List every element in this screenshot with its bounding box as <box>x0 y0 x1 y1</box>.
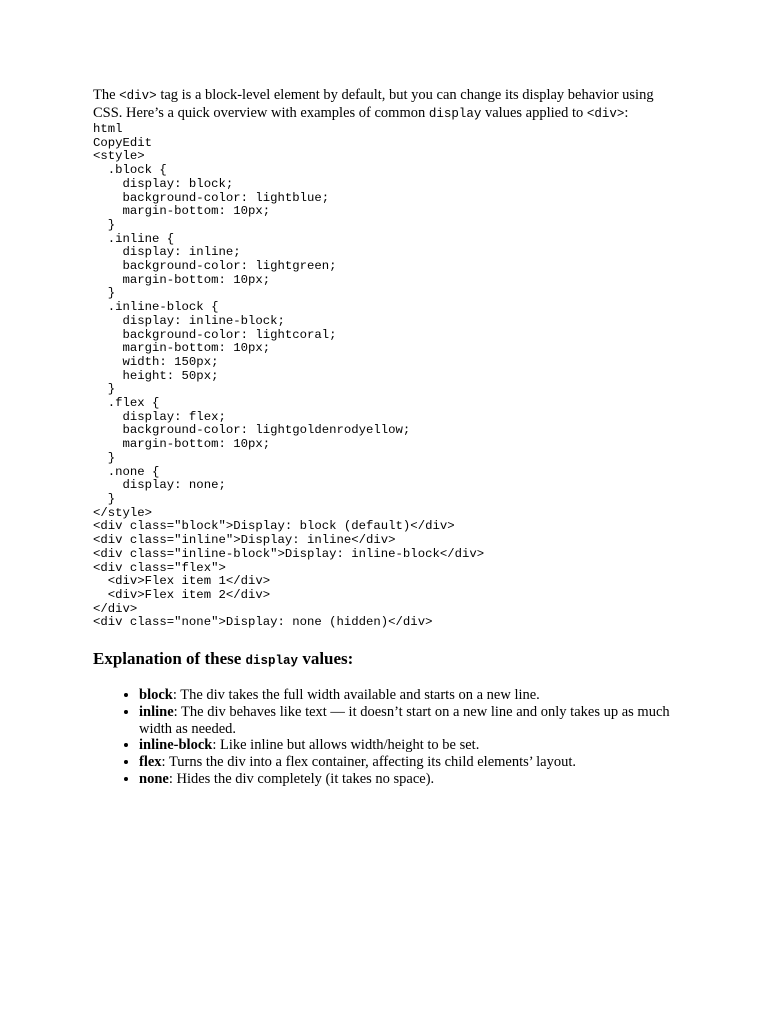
list-item-term: flex <box>139 754 162 771</box>
list-item-desc: : Turns the div into a flex container, affecting its child elements’ layout. <box>161 754 577 771</box>
heading-text-before: Explanation of these <box>93 649 246 669</box>
list-item-desc: : The div behaves like text — it doesn’t start on a new line and only takes up as much width as needed. <box>139 703 670 737</box>
intro-code-div: <div> <box>119 89 157 103</box>
list-item-desc: : Hides the div completely (it takes no space). <box>168 771 435 787</box>
list-item-desc: : The div takes the full width available and starts on a new line. <box>172 687 540 704</box>
intro-code-div-2: <div> <box>586 107 625 121</box>
heading-text-after: values: <box>298 649 354 669</box>
intro-text-1: The <box>93 87 120 103</box>
heading-code-display: display <box>245 654 299 669</box>
list-item <box>139 754 689 771</box>
intro-text-4: : <box>624 105 629 121</box>
intro-text-3: values applied to <box>481 105 587 121</box>
display-values-list <box>93 687 689 788</box>
intro-text-2: tag is a block-level element by default, but you can change its display behavior using CSS. Here’s a quick overview with examples of common <box>93 87 654 121</box>
list-item <box>139 704 689 738</box>
list-item <box>139 687 689 704</box>
code-block-style: html CopyEdit <style> .block { display: block; background-color: lightblue; margin-bottom: 10px; } .inline { display: inline; background-color: lightgreen; margin-bottom: 10px; } .inline-block { display: inline-block; background-color: lightcoral; margin-bottom: 10px; width: 150px; height: 50px; } .flex { display: flex; background-color: lightgoldenrodyellow; margin-bottom: 10px; } .none { display: none; } </style> <box>93 122 411 520</box>
intro-paragraph <box>93 87 683 123</box>
intro-code-display: display <box>428 107 482 121</box>
list-item-term: none <box>139 771 169 787</box>
list-item-desc: : Like inline but allows width/height to be set. <box>212 737 480 754</box>
list-item <box>139 737 689 754</box>
section-heading <box>93 649 683 671</box>
code-block-markup: <div class="block">Display: block (default)</div> <div class="inline">Display: inline</div> <div class="inline-block">Display: inline-block</div> <div class="flex"> <div>Flex item 1</div> <div>Flex item 2</div> </div> <div class="none">Display: none (hidden)</div> <box>93 519 485 630</box>
list-item-term: inline <box>139 703 174 720</box>
list-item-term: inline-block <box>139 737 213 754</box>
list-item-term: block <box>139 687 173 704</box>
document-page <box>93 87 683 788</box>
list-item <box>139 771 689 788</box>
